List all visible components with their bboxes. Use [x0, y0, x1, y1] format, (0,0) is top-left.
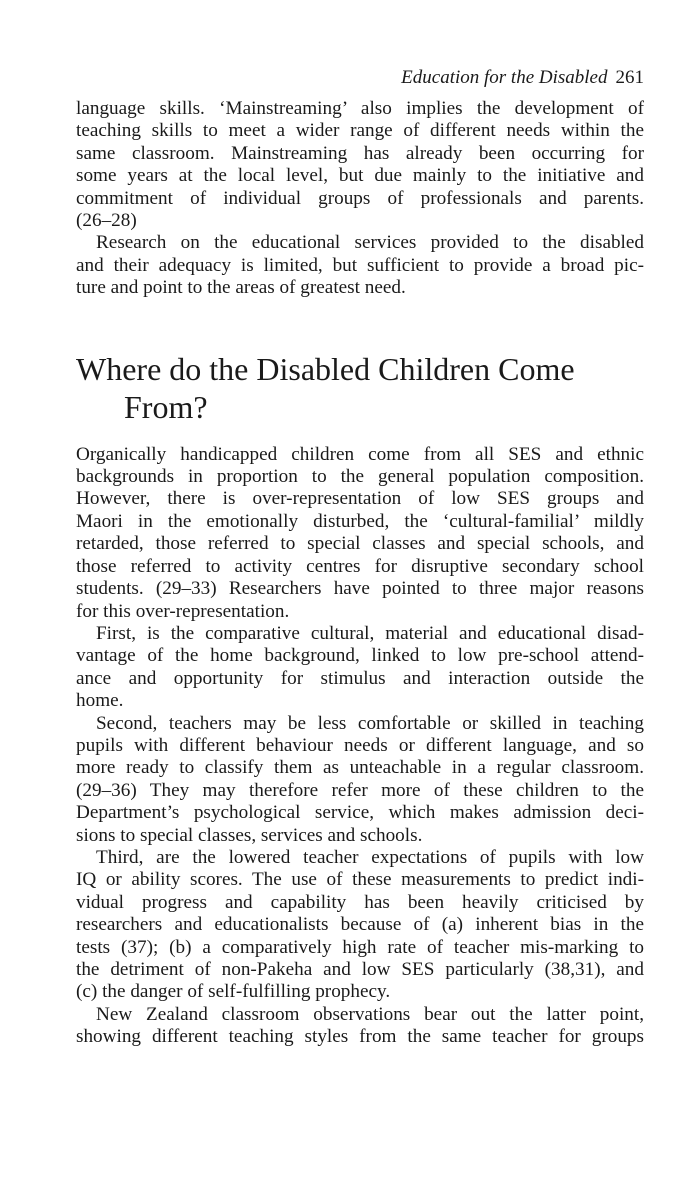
text-line: showing different teaching styles from the same teacher for groups [76, 1026, 644, 1048]
text-line: However, there is over-representation of low SES groups and [76, 488, 644, 510]
running-head-title: Education for the Disabled [401, 67, 608, 88]
text-line: Research on the educational services provided to the disabled [96, 232, 644, 254]
text-line: students. (29–33) Researchers have pointed to three major reasons [76, 578, 644, 600]
text-line: Department’s psychological service, which makes admission deci- [76, 802, 644, 824]
section-heading-line: Where do the Disabled Children Come [76, 350, 575, 387]
paragraph [76, 847, 644, 1004]
text-line: home. [76, 690, 124, 712]
section-heading [76, 350, 644, 426]
paragraph [76, 98, 644, 232]
text-line: and their adequacy is limited, but sufficient to provide a broad pic- [76, 254, 644, 276]
text-line: First, is the comparative cultural, material and educational disad- [96, 622, 644, 644]
paragraph [76, 713, 644, 847]
text-line: backgrounds in proportion to the general population composition. [76, 466, 644, 488]
text-line: vantage of the home background, linked to low pre-school attend- [76, 645, 644, 667]
text-line: more ready to classify them as unteachable in a regular classroom. [76, 757, 644, 779]
text-line: Second, teachers may be less comfortable or skilled in teaching [96, 712, 644, 734]
text-line: Third, are the lowered teacher expectations of pupils with low [96, 846, 644, 868]
text-line: for this over-representation. [76, 600, 290, 622]
text-line: vidual progress and capability has been heavily criticised by [76, 891, 644, 913]
paragraph [76, 444, 644, 623]
paragraph [76, 232, 644, 299]
text-line: (29–36) They may therefore refer more of these children to the [76, 779, 644, 801]
text-line: pupils with different behaviour needs or different language, and so [76, 734, 644, 756]
text-line: sions to special classes, services and schools. [76, 824, 423, 846]
text-line: New Zealand classroom observations bear out the latter point, [96, 1003, 644, 1025]
text-line: IQ or ability scores. The use of these measurements to predict indi- [76, 869, 644, 891]
text-line: retarded, those referred to special classes and special schools, and [76, 533, 644, 555]
text-line: (26–28) [76, 210, 137, 232]
page [76, 66, 644, 1049]
text-line: tests (37); (b) a comparatively high rate of teacher mis-marking to [76, 936, 644, 958]
text-line: (c) the danger of self-fulfilling prophecy. [76, 981, 391, 1003]
text-line: Organically handicapped children come from all SES and ethnic [76, 443, 644, 465]
text-line: commitment of individual groups of professionals and parents. [76, 187, 644, 209]
text-line: ture and point to the areas of greatest need. [76, 277, 406, 299]
paragraph [76, 623, 644, 713]
paragraph [76, 1004, 644, 1049]
text-line: language skills. ‘Mainstreaming’ also implies the development of [76, 98, 644, 119]
text-line: those referred to activity centres for disruptive secondary school [76, 555, 644, 577]
running-head [76, 66, 644, 90]
text-line: ance and opportunity for stimulus and interaction outside the [76, 667, 644, 689]
page-number: 261 [615, 67, 644, 88]
text-line: same classroom. Mainstreaming has already been occurring for [76, 142, 644, 164]
text-line: teaching skills to meet a wider range of different needs within the [76, 120, 644, 142]
section-heading-line: From? [124, 388, 208, 425]
text-line: Maori in the emotionally disturbed, the ‘cultural-familial’ mildly [76, 510, 644, 532]
text-line: researchers and educationalists because of (a) inherent bias in the [76, 914, 644, 936]
text-line: some years at the local level, but due mainly to the initiative and [76, 165, 644, 187]
text-line: the detriment of non-Pakeha and low SES particularly (38,31), and [76, 959, 644, 980]
